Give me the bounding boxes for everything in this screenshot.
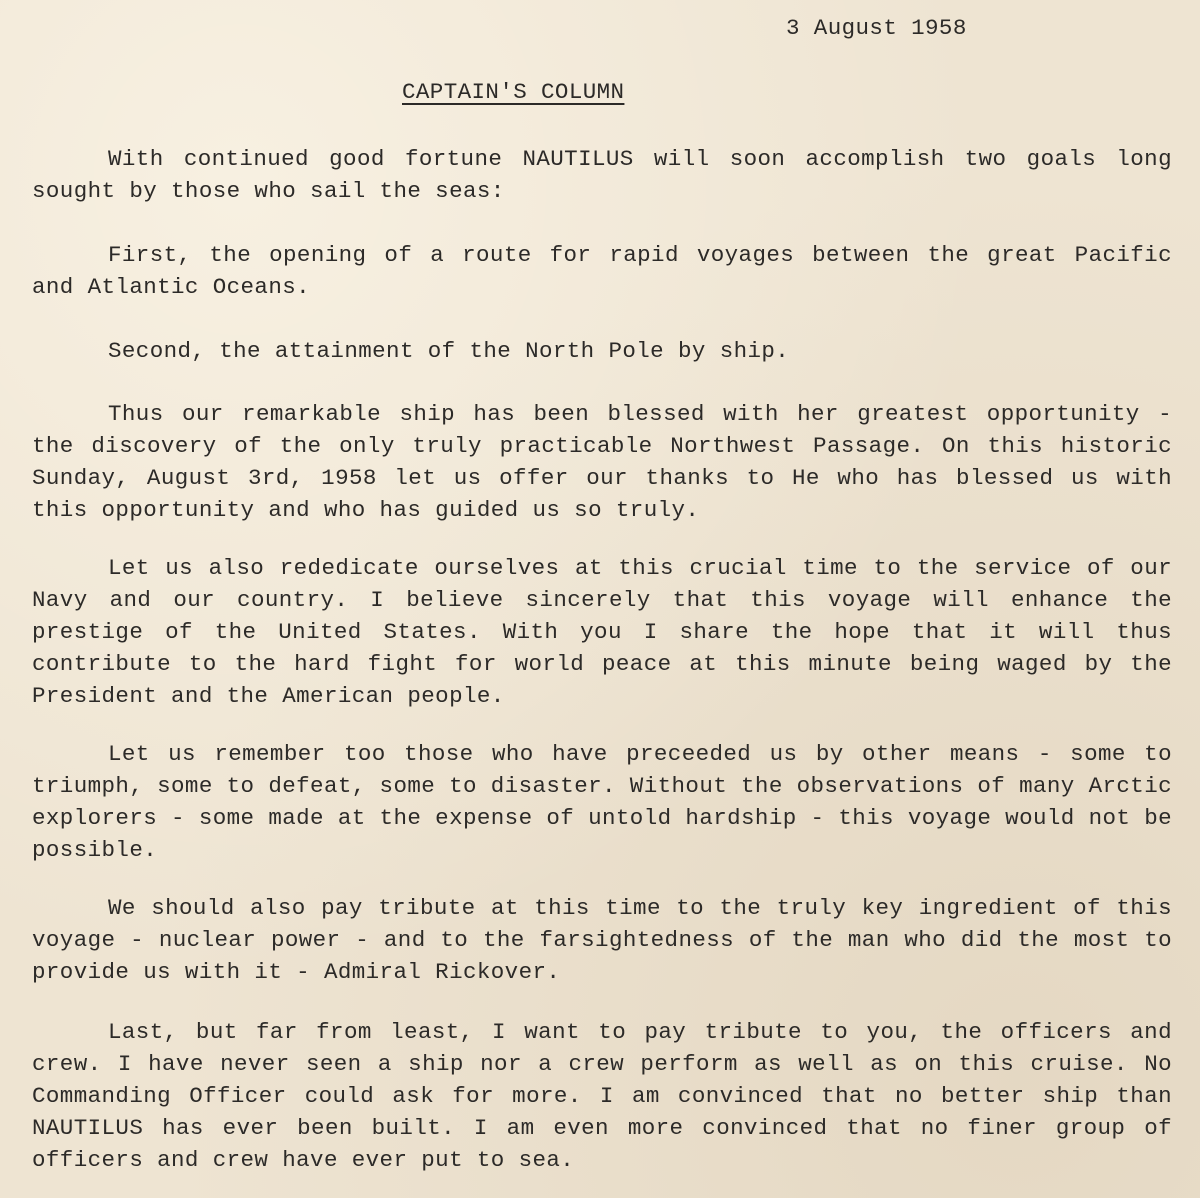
- document-date: 3 August 1958: [786, 15, 967, 41]
- paragraph-rededicate: Let us also rededicate ourselves at this crucial time to the service of our Navy and our country. I believe sincerely that this voyage will enhance the prestige of the United States. With you I share the hope that it will thus contribute to the hard fight for world peace at this minute being waged by the President and the American people.: [32, 555, 1172, 709]
- paragraph-northwest-passage: Thus our remarkable ship has been blessed with her greatest opportunity - the discovery of the only truly practicable Northwest Passage. On this historic Sunday, August 3rd, 1958 let us offer our thanks to He who has blessed us with this opportunity and who has guided us so truly.: [32, 401, 1172, 523]
- paragraph-goals-intro: With continued good fortune NAUTILUS will soon accomplish two goals long sought by those who sail the seas:: [32, 146, 1172, 204]
- paragraph-first-goal: First, the opening of a route for rapid voyages between the great Pacific and Atlantic Oceans.: [32, 242, 1172, 300]
- paragraph-officers-crew: Last, but far from least, I want to pay tribute to you, the officers and crew. I have never seen a ship nor a crew perform as well as on this cruise. No Commanding Officer could ask for more. I am convinced that no better ship than NAUTILUS has ever been built. I am even more convinced that no finer group of officers and crew have ever put to sea.: [32, 1019, 1172, 1173]
- paragraph-nuclear-power: We should also pay tribute at this time to the truly key ingredient of this voyage - nuclear power - and to the farsightedness of the man who did the most to provide us with it - Admiral Rickover.: [32, 895, 1172, 985]
- paragraph-second-goal: Second, the attainment of the North Pole by ship.: [108, 338, 790, 364]
- document-title: CAPTAIN'S COLUMN: [402, 79, 625, 105]
- paragraph-remember-explorers: Let us remember too those who have preceeded us by other means - some to triumph, some to defeat, some to disaster. Without the observations of many Arctic explorers - some made at the expense of untold hardship - this voyage would not be possible.: [32, 741, 1172, 863]
